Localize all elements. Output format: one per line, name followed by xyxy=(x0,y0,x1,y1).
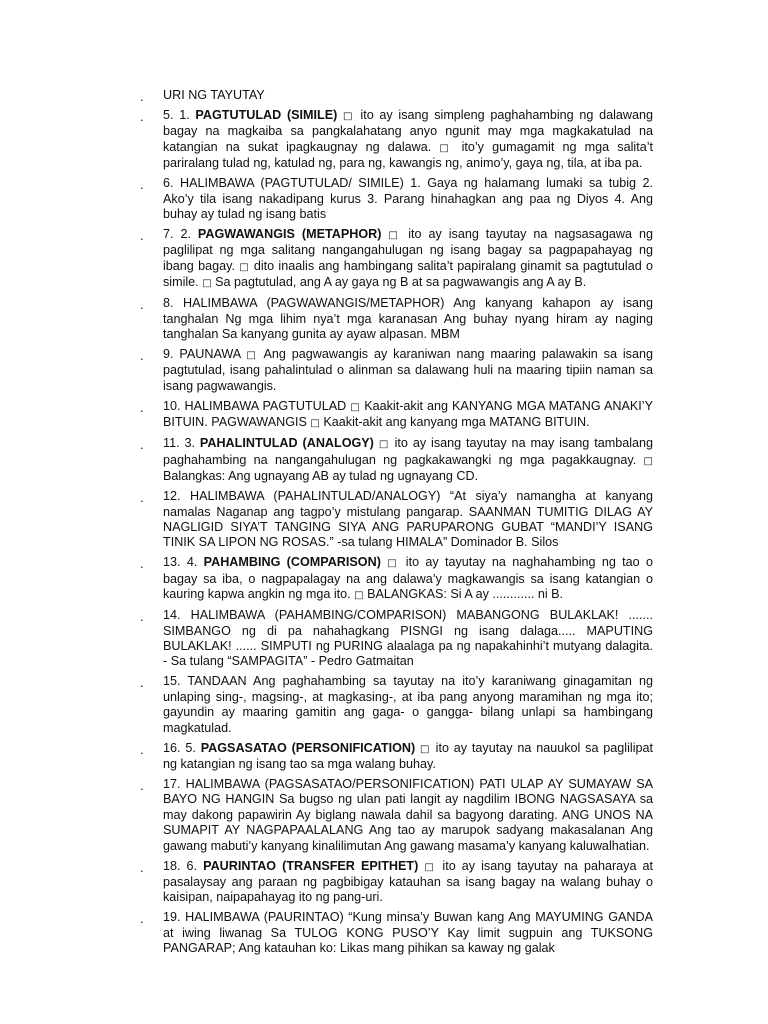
box-symbol-icon: □ xyxy=(354,590,364,602)
item-text: 16. 5. xyxy=(163,740,201,755)
bullet-marker: . xyxy=(140,399,144,415)
item-text: 7. 2. xyxy=(163,227,198,242)
bullet-marker: . xyxy=(140,741,144,757)
item-text: 17. HALIMBAWA (PAGSASATAO/PERSONIFICATION) PATI ULAP AY SUMAYAW SA BAYO NG HANGIN Sa bugso ng ulan pati langit ay nagdilim IBONG NAGSASAYA sa may dakong papawirin Ay biglang nawala dahil sa bagyong darating. ANG UNOS NA SUMAPIT AY NAGPAPAALALANG Ang tao ay marupok sadyang makasalanan Ang gawang mabuti’y kanyang kinalilimutan Ang gawang masama’y kanyang kaluwalhatian. xyxy=(163,776,653,853)
list-item xyxy=(113,674,653,736)
item-text: □ ito ay isang tayutay na nagsasagawa ng paglilipat ng mga salitang nangangahulugan ng isang bagay sa pagpapahayag ng ibang bagay. □ dito inaalis ang hambingang salita’t papiralang ginamit sa pagtutulad o simile. □ Sa pagtutulad, ang A ay gaya ng B at sa pagwawangis ang A ay B. xyxy=(163,227,653,290)
item-text: 12. HALIMBAWA (PAHALINTULAD/ANALOGY) “At siya’y namangha at kanyang namalas Naganap ang tagpo’y mistulang pangarap. SAANMAN TUMITIG DILAG AY NAGLIGID SIYA’T TANGING SIYA ANG PARUPARONG GUBAT “MANDI’Y ISANG TINIK SA LIPON NG ROSAS.” -sa tulang HIMALA” Dominador B. Silos xyxy=(163,489,653,550)
item-text: 13. 4. xyxy=(163,555,204,570)
item-heading: PAGTUTULAD (SIMILE) xyxy=(195,108,338,122)
list-item xyxy=(113,741,653,773)
bullet-marker: . xyxy=(140,177,144,193)
bullet-marker: . xyxy=(140,675,144,691)
item-text: URI NG TAYUTAY xyxy=(163,88,265,102)
item-text: □ ito ay isang tayutay na paharaya at pasalaysay ang paraan ng pagbibigay katauhan sa isang bagay na walang buhay o kaisipan, naipapahayag ito ng pang-uri. xyxy=(163,858,654,905)
bullet-marker: . xyxy=(140,777,144,793)
list-item xyxy=(113,176,653,222)
box-symbol-icon: □ xyxy=(420,743,431,755)
item-text: 19. HALIMBAWA (PAURINTAO) “Kung minsa’y Buwan kang Ang MAYUMING GANDA at iwing liwanag Sa TULOG KONG PUSO’Y Kay limit sugpuin ang TUKSONG PANGARAP; Ang katauhan ko: Likas mang pihikan sa kaway ng galak xyxy=(163,910,653,956)
list-item xyxy=(113,296,653,342)
box-symbol-icon: □ xyxy=(202,278,212,290)
box-symbol-icon: □ xyxy=(350,401,361,413)
box-symbol-icon: □ xyxy=(239,261,250,273)
list-item xyxy=(113,108,653,172)
box-symbol-icon: □ xyxy=(378,439,390,451)
bullet-marker: . xyxy=(140,437,144,453)
bullet-marker: . xyxy=(140,490,144,506)
tayutay-list xyxy=(113,88,653,961)
item-text: 18. 6. xyxy=(163,858,204,873)
item-heading: PAHALINTULAD (ANALOGY) xyxy=(199,436,374,451)
box-symbol-icon: □ xyxy=(343,111,355,122)
list-item xyxy=(113,555,653,603)
bullet-marker: . xyxy=(140,911,144,927)
bullet-marker: . xyxy=(140,89,144,104)
list-item xyxy=(113,436,653,484)
bullet-marker: . xyxy=(140,348,144,364)
bullet-marker: . xyxy=(140,556,144,572)
item-heading: PAURINTAO (TRANSFER EPITHET) xyxy=(203,858,419,873)
item-text: 10. HALIMBAWA PAGTUTULAD □ Kaakit-akit ang KANYANG MGA MATANG ANAKI’Y BITUIN. PAGWAWANGIS □ Kaakit-akit ang kanyang mga MATANG BITUIN. xyxy=(163,398,653,430)
list-item xyxy=(113,608,653,670)
list-item xyxy=(113,347,653,394)
item-text: □ ito ay tayutay na naghahambing ng tao o bagay sa iba, o nagpapalagay na ang dalawa’y magkawangis sa isang katangian o kauring kapwa angkin ng mga ito. □ BALANGKAS: Si A ay ............ ni B. xyxy=(163,555,654,602)
bullet-marker: . xyxy=(140,297,144,313)
list-item xyxy=(113,910,653,956)
box-symbol-icon: □ xyxy=(439,142,454,154)
list-item xyxy=(113,227,653,292)
box-symbol-icon: □ xyxy=(643,455,653,467)
list-item xyxy=(113,88,653,103)
list-item xyxy=(113,399,653,432)
bullet-marker: . xyxy=(140,859,144,875)
item-heading: PAGWAWANGIS (METAPHOR) xyxy=(197,227,382,242)
item-text: □ ito ay isang simpleng paghahambing ng dalawang bagay na magkaiba sa pangkalahatang anyo ngunit may mga magkakatulad na katangian na sukat ipagkaugnay ng dalawa. □ ito’y gumagamit ng mga salita’t pariralang tulad ng, katulad ng, para ng, kawangis ng, animo’y, gaya ng, tila, at iba pa. xyxy=(163,108,654,171)
item-text: 6. HALIMBAWA (PAGTUTULAD/ SIMILE) 1. Gaya ng halamang lumaki sa tubig 2. Ako’y tila isang nakadipang kurus 3. Parang hinahagkan ang paa ng Diyos 4. Ang buhay ay tulad ng isang batis xyxy=(163,176,653,222)
box-symbol-icon: □ xyxy=(388,230,402,242)
list-item xyxy=(113,489,653,551)
bullet-marker: . xyxy=(140,109,144,124)
box-symbol-icon: □ xyxy=(246,350,259,362)
item-text: □ ito ay isang tayutay na may isang tambalang paghahambing na nangangahulugan ng pagkakawangki ng mga pagakkaugnay. □ Balangkas: Ang ugnayang AB ay tulad ng ugnayang CD. xyxy=(163,436,654,484)
item-text: 9. PAUNAWA □ Ang pagwawangis ay karaniwan nang maaring palawakin sa isang pagtutulad, isang pahalintulad o alinman sa dalawang huli na maaring tipiin naman sa isang pagwawangis. xyxy=(163,347,653,393)
item-text: 14. HALIMBAWA (PAHAMBING/COMPARISON) MABANGONG BULAKLAK! ....... SIMBANGO ng di pa nahahagkang PISNGI ng isang dalaga..... MAPUTING BULAKLAK! ...... SIMPUTI ng PURING alaalaga pa ng napakahinhi’t mutyang dalagita. - Sa tulang “SAMPAGITA” - Pedro Gatmaitan xyxy=(163,608,653,669)
list-item xyxy=(113,777,653,854)
box-symbol-icon: □ xyxy=(424,861,437,873)
bullet-marker: . xyxy=(140,228,144,244)
bullet-marker: . xyxy=(140,609,144,625)
item-text: 15. TANDAAN Ang paghahambing sa tayutay na ito’y karaniwang ginagamitan ng unlaping sing-, magsing-, at magkasing-, at iba pang anyong maramihan ng mga ito; gayundin ay maaring gamitin ang gaga- o gangga- bilang unlapi sa hambingang magkatulad. xyxy=(163,674,653,735)
item-text: □ ito ay tayutay na nauukol sa paglilipat ng katangian ng isang tao sa mga walang buhay. xyxy=(163,740,654,771)
item-heading: PAGSASATAO (PERSONIFICATION) xyxy=(200,740,416,755)
item-text: 8. HALIMBAWA (PAGWAWANGIS/METAPHOR) Ang kanyang kahapon ay isang tanghalan Ng mga lihim nya’t mga karanasan Ang buhay nyang hiram ay naging tanghalan Sa kanyang gunita ay ayaw alpasan. MBM xyxy=(163,296,653,342)
item-text: 11. 3. xyxy=(163,436,200,451)
item-heading: PAHAMBING (COMPARISON) xyxy=(203,555,381,570)
list-item xyxy=(113,859,653,906)
item-text: 5. 1. xyxy=(163,108,196,122)
box-symbol-icon: □ xyxy=(310,418,320,430)
box-symbol-icon: □ xyxy=(387,558,400,570)
